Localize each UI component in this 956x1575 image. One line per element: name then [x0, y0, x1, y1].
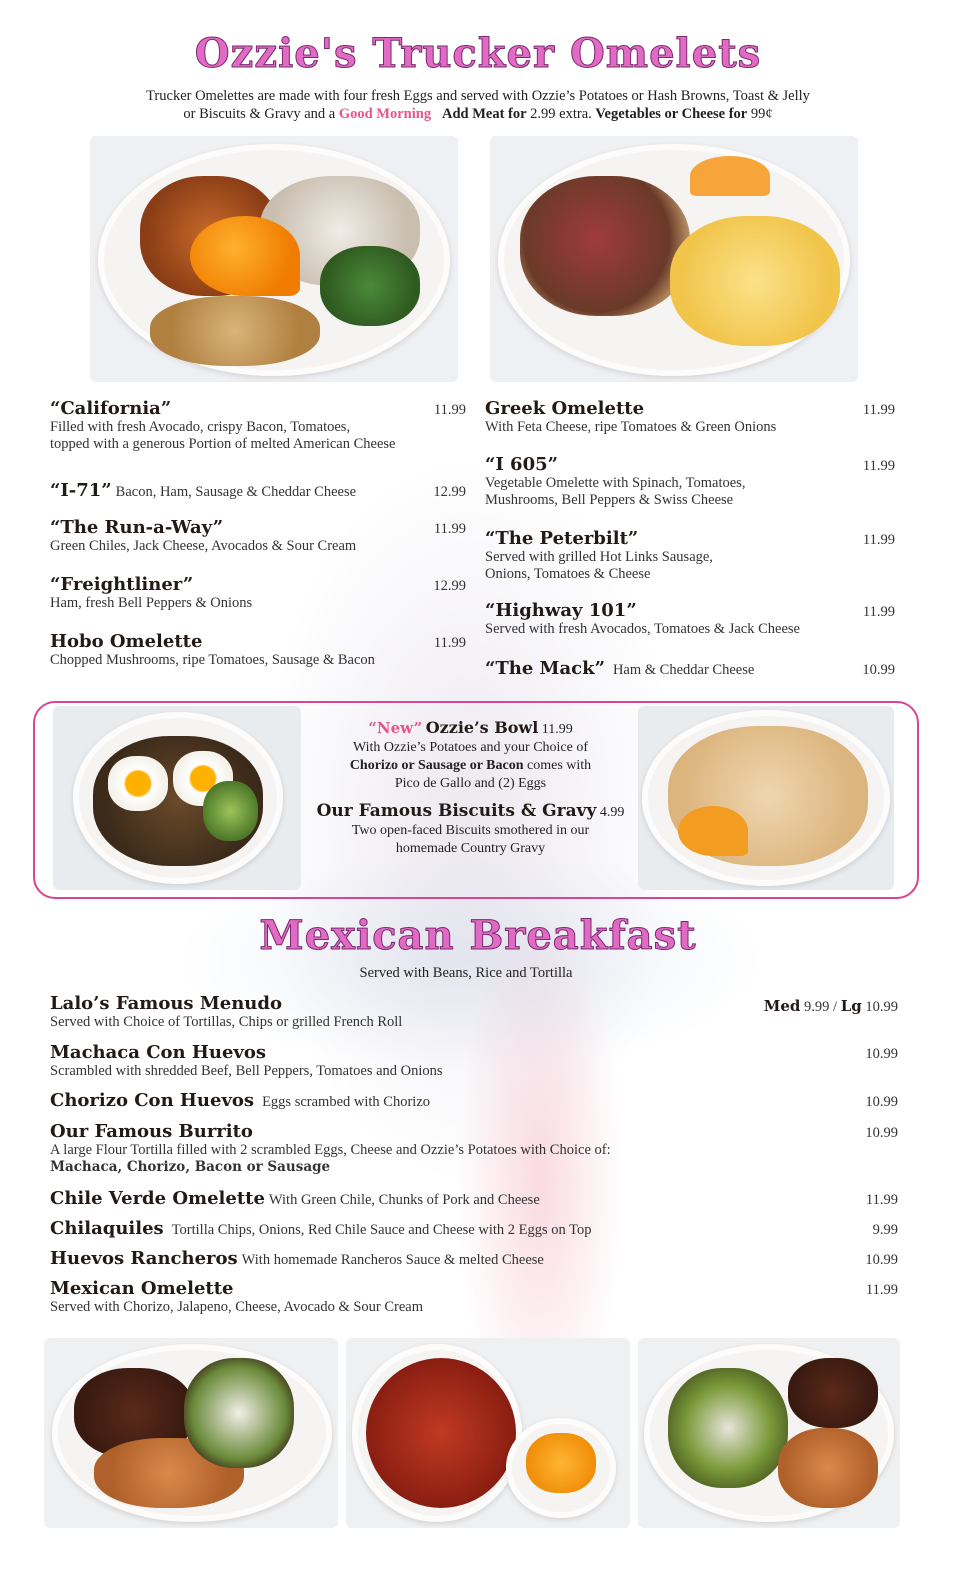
item-price: 10.99 — [865, 1046, 898, 1062]
item-desc: With Green Chile, Chunks of Pork and Cheese — [268, 1192, 540, 1208]
item-name: Lalo’s Famous Menudo — [50, 993, 282, 1014]
item-price: 11.99 — [862, 458, 895, 474]
item-name: “The Mack” — [485, 658, 605, 679]
biscuits-desc-1: Two open-faced Biscuits smothered in our — [351, 823, 590, 838]
menudo-photo — [346, 1338, 630, 1528]
item-price: 10.99 — [865, 1094, 898, 1110]
item-desc: Scrambled with shredded Beef, Bell Peppers, Tomatoes and Onions — [50, 1063, 443, 1079]
item-desc: Green Chiles, Jack Cheese, Avocados & Sour Cream — [50, 538, 357, 554]
item-price: 12.99 — [433, 578, 466, 594]
item-price: 10.99 — [865, 1252, 898, 1268]
item-name: “Highway 101” — [485, 600, 637, 621]
mexican-subtitle: Served with Beans, Rice and Tortilla — [359, 965, 573, 981]
item-price: 12.99 — [433, 484, 466, 500]
omelet-photo-left — [90, 136, 458, 382]
ozzies-bowl-name: Ozzie’s Bowl — [425, 718, 539, 737]
menu-item-run-a-way — [50, 517, 470, 555]
ozzies-bowl-photo — [53, 706, 301, 890]
veg-cheese-price: 99¢ — [750, 106, 773, 122]
trucker-intro — [60, 87, 896, 123]
menu-item-chilaquiles — [50, 1218, 898, 1239]
item-name: Chorizo Con Huevos — [50, 1090, 255, 1111]
menu-item-hobo-omelette — [50, 631, 470, 669]
new-tag: “New” — [368, 719, 423, 737]
menudo-prices — [764, 997, 898, 1016]
item-name: Hobo Omelette — [50, 631, 203, 652]
lg-price: 10.99 — [865, 999, 898, 1015]
item-price: 11.99 — [862, 604, 895, 620]
omelet-photo-right — [490, 136, 858, 382]
menu-item-machaca — [50, 1042, 898, 1080]
item-price: 11.99 — [862, 402, 895, 418]
item-name: “Freightliner” — [50, 574, 194, 595]
mexican-photo-left — [44, 1338, 338, 1528]
price-separator: / — [833, 999, 838, 1015]
item-desc-2: Mushrooms, Bell Peppers & Swiss Cheese — [485, 492, 734, 508]
item-desc: Eggs scrambed with Chorizo — [262, 1094, 431, 1110]
item-price: 10.99 — [865, 1125, 898, 1141]
item-name: Mexican Omelette — [50, 1278, 234, 1299]
item-name: Chile Verde Omelette — [50, 1188, 265, 1209]
item-price: 11.99 — [865, 1192, 898, 1208]
item-desc: With homemade Rancheros Sauce & melted Cheese — [241, 1252, 544, 1268]
item-name: Huevos Rancheros — [50, 1248, 238, 1269]
veg-cheese-label: Vegetables or Cheese for — [595, 106, 748, 122]
intro-text: or Biscuits & Gravy and a — [183, 106, 336, 122]
item-desc: Served with Choice of Tortillas, Chips or grilled French Roll — [50, 1014, 403, 1030]
menu-item-menudo — [50, 993, 898, 1031]
menu-item-greek-omelette — [485, 398, 897, 436]
item-name: “The Peterbilt” — [485, 528, 639, 549]
item-desc: Chopped Mushrooms, ripe Tomatoes, Sausage & Bacon — [50, 652, 375, 668]
item-desc: Served with grilled Hot Links Sausage, — [485, 549, 713, 565]
biscuits-gravy-price: 4.99 — [599, 805, 625, 820]
item-price: 10.99 — [862, 662, 895, 678]
intro-line-1: Trucker Omelettes are made with four fresh Eggs and served with Ozzie’s Potatoes or Hash Browns, Toast & Jelly — [146, 88, 810, 104]
item-price: 11.99 — [865, 1282, 898, 1298]
menu-item-california — [50, 398, 470, 453]
item-desc-2: Onions, Tomatoes & Cheese — [485, 566, 651, 582]
ozzies-bowl-price: 11.99 — [541, 722, 573, 737]
menu-item-highway-101 — [485, 600, 897, 638]
item-desc: Tortilla Chips, Onions, Red Chile Sauce and Cheese with 2 Eggs on Top — [171, 1222, 592, 1238]
intro-line-2 — [60, 105, 896, 123]
item-price: 11.99 — [862, 532, 895, 548]
item-desc: Ham & Cheddar Cheese — [612, 662, 755, 678]
menu-item-chile-verde — [50, 1188, 898, 1209]
item-name: Chilaquiles — [50, 1218, 164, 1239]
item-price: 11.99 — [433, 635, 466, 651]
item-name: Our Famous Burrito — [50, 1121, 253, 1142]
mexican-photo-right — [638, 1338, 900, 1528]
menu-item-i605 — [485, 454, 897, 509]
item-name: “I 605” — [485, 454, 558, 475]
biscuits-gravy-name: Our Famous Biscuits & Gravy — [316, 801, 597, 821]
item-name: “California” — [50, 398, 172, 419]
item-desc: Served with fresh Avocados, Tomatoes & Jack Cheese — [485, 621, 800, 637]
item-price: 11.99 — [433, 521, 466, 537]
add-meat-label: Add Meat for — [441, 106, 527, 122]
biscuits-gravy-photo — [638, 706, 894, 890]
menu-item-chorizo — [50, 1090, 898, 1111]
item-name: “The Run-a-Way” — [50, 517, 224, 538]
item-desc: Served with Chorizo, Jalapeno, Cheese, Avocado & Sour Cream — [50, 1299, 424, 1315]
item-desc: Vegetable Omelette with Spinach, Tomatoes, — [485, 475, 746, 491]
bowl-desc-1: With Ozzie’s Potatoes and your Choice of — [352, 740, 589, 755]
item-desc: With Feta Cheese, ripe Tomatoes & Green Onions — [485, 419, 777, 435]
lg-label: Lg — [840, 997, 862, 1015]
item-name: Machaca Con Huevos — [50, 1042, 267, 1063]
menu-item-the-mack — [485, 658, 897, 679]
menu-item-huevos-rancheros — [50, 1248, 898, 1269]
bowl-meat-choice: Chorizo or Sausage or Bacon — [349, 758, 524, 773]
bowl-desc-2-rest: comes with — [527, 758, 592, 773]
item-name: Greek Omelette — [485, 398, 645, 419]
med-price: 9.99 — [804, 999, 830, 1015]
item-desc: Filled with fresh Avocado, crispy Bacon, Tomatoes, — [50, 419, 351, 435]
menu-item-freightliner — [50, 574, 470, 612]
item-desc-2: topped with a generous Portion of melted American Cheese — [50, 436, 396, 452]
item-desc: A large Flour Tortilla filled with 2 scrambled Eggs, Cheese and Ozzie’s Potatoes with Choice of: — [50, 1142, 611, 1158]
item-name: “I-71” — [50, 480, 112, 501]
item-price: 11.99 — [433, 402, 466, 418]
menu-item-i71 — [50, 480, 470, 501]
bowl-desc-3: Pico de Gallo and (2) Eggs — [394, 776, 547, 791]
menu-item-mexican-omelette — [50, 1278, 898, 1316]
menu-item-peterbilt — [485, 528, 897, 583]
good-morning-text: Good Morning — [338, 106, 432, 122]
med-label: Med — [763, 997, 801, 1015]
ozzies-bowl-block — [303, 719, 638, 858]
item-price: 9.99 — [872, 1222, 898, 1238]
trucker-title: Ozzie's Trucker Omelets — [194, 30, 762, 77]
add-meat-price: 2.99 extra. — [530, 106, 592, 122]
menu-item-burrito — [50, 1121, 898, 1175]
item-desc: Ham, fresh Bell Peppers & Onions — [50, 595, 253, 611]
item-desc-bold: Machaca, Chorizo, Bacon or Sausage — [50, 1159, 331, 1175]
mexican-title: Mexican Breakfast — [259, 912, 697, 959]
biscuits-desc-2: homemade Country Gravy — [395, 841, 546, 856]
bowl-desc-2 — [303, 757, 638, 775]
item-desc: Bacon, Ham, Sausage & Cheddar Cheese — [115, 484, 357, 500]
